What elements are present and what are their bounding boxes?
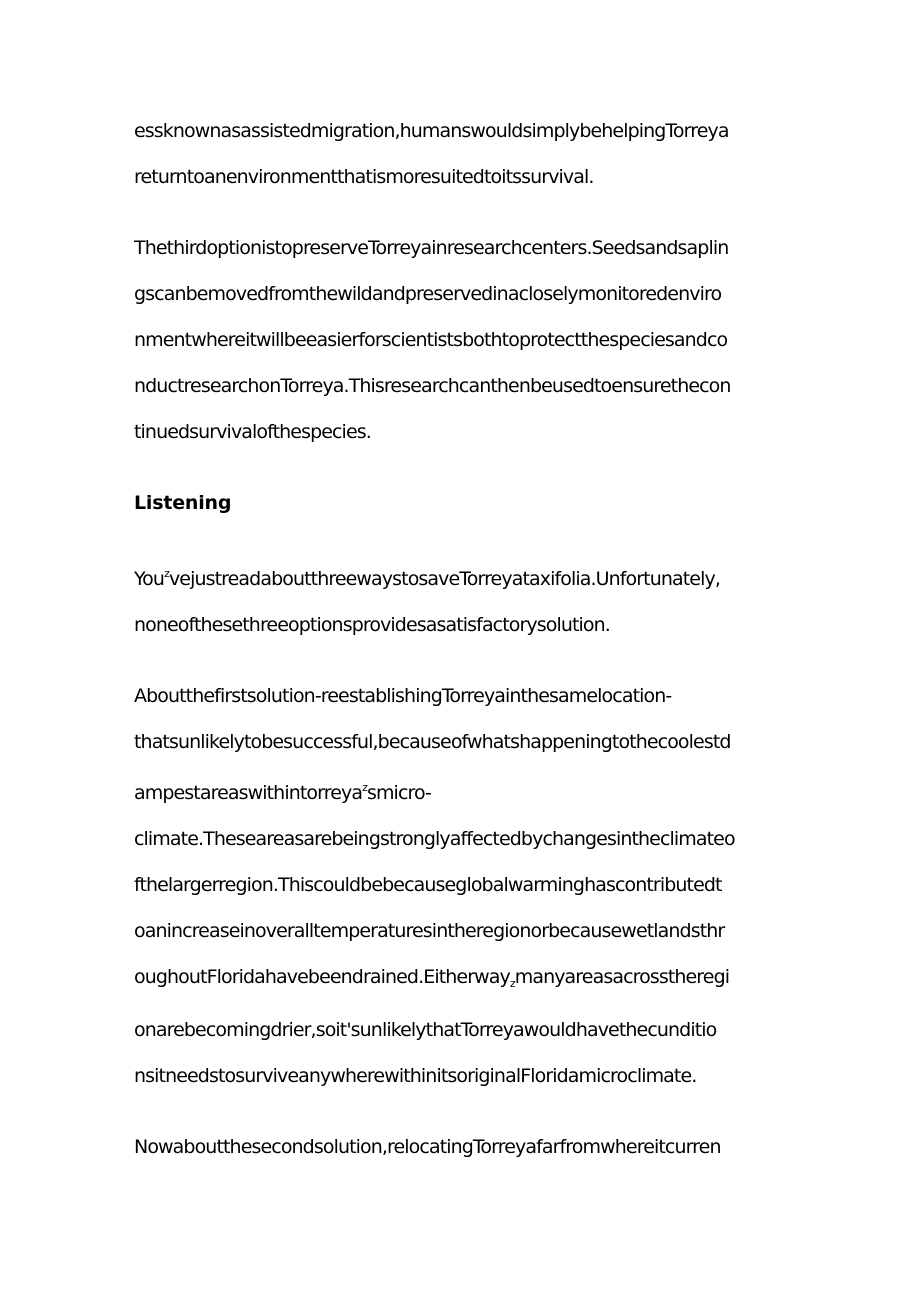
text-line: thatsunlikelytobesuccessful,becauseofwhatshappeningtothecoolestd	[134, 731, 731, 753]
text-line: noneofthesethreeoptionsprovidesasatisfactorysolution.	[134, 614, 610, 636]
paragraph-assisted-migration	[134, 108, 786, 200]
paragraph-third-option	[134, 225, 786, 455]
text-fragment: ampestareaswithintorreya	[134, 782, 363, 804]
subscript-mark: z	[509, 977, 515, 990]
text-line: tinuedsurvivalofthespecies.	[134, 421, 371, 443]
paragraph-first-solution	[134, 673, 786, 1099]
document-page	[134, 108, 786, 1195]
text-line: nsitneedstosurviveanywherewithinitsoriginalFloridamicroclimate.	[134, 1065, 697, 1087]
text-line: fthelargerregion.Thiscouldbebecauseglobalwarminghascontributedt	[134, 874, 722, 896]
superscript-mark: z	[164, 567, 169, 580]
paragraph-listening-intro	[134, 551, 786, 648]
text-line: returntoanenvironmentthatismoresuitedtoitssurvival.	[134, 166, 594, 188]
text-line: ThethirdoptionistopreserveTorreyainresearchcenters.Seedsandsaplin	[134, 237, 729, 259]
text-fragment: smicro-	[366, 782, 432, 804]
text-line	[134, 765, 786, 816]
text-fragment: oughoutFloridahavebeendrained.Eitherway	[134, 966, 510, 988]
text-line: gscanbemovedfromthewildandpreservedinacloselymonitoredenviro	[134, 283, 722, 305]
text-line	[134, 954, 786, 1007]
paragraph-second-solution	[134, 1124, 786, 1170]
text-fragment: manyareasacrosstheregi	[514, 966, 730, 988]
text-line	[134, 551, 786, 602]
text-line: nmentwhereitwillbeeasierforscientistsbothtoprotectthespeciesandco	[134, 329, 728, 351]
text-line: Nowaboutthesecondsolution,relocatingTorreyafarfromwhereitcurren	[134, 1136, 721, 1158]
text-line: essknownasassistedmigration,humanswouldsimplybehelpingTorreya	[134, 120, 729, 142]
text-line: Aboutthefirstsolution-reestablishingTorreyainthesamelocation-	[134, 685, 672, 707]
text-fragment: You	[134, 568, 165, 590]
text-line: nductresearchonTorreya.Thisresearchcanthenbeusedtoensurethecon	[134, 375, 731, 397]
superscript-mark: z	[362, 781, 367, 794]
text-line: climate.Theseareasarebeingstronglyaffectedbychangesintheclimateo	[134, 828, 735, 850]
text-fragment: vejustreadaboutthreewaystosaveTorreyataxifolia.Unfortunately,	[168, 568, 720, 590]
section-heading-listening: Listening	[134, 492, 232, 514]
text-line: onarebecomingdrier,soit'sunlikelythatTorreyawouldhavethecunditio	[134, 1019, 717, 1041]
text-line: oanincreaseinoveralltemperaturesintheregionorbecausewetlandsthr	[134, 920, 725, 942]
